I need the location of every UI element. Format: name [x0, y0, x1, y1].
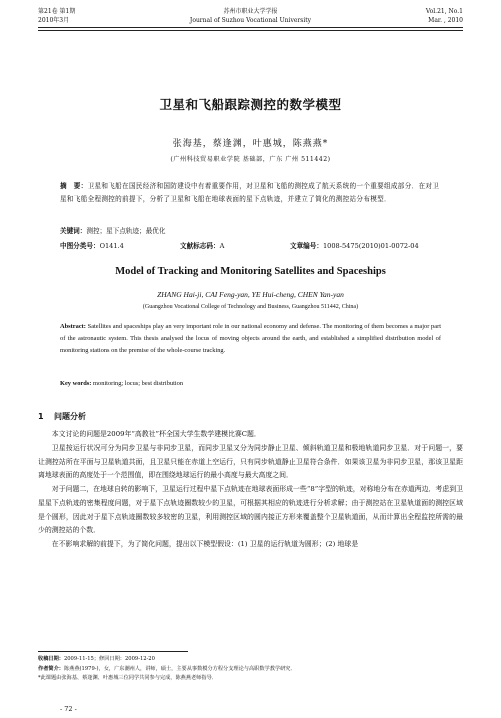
header-right	[426, 8, 463, 25]
volume-en: Vol.21, No.1	[425, 8, 463, 15]
abstract-en	[60, 321, 441, 358]
keywords-cn-label: 关键词：	[60, 227, 87, 235]
abstract-en-text: Satellites and spaceships play an very important role in our national economy and defense. The monitoring of them becomes a major part of the astronautic system. This thesis analysed the locus of moving objects around the earth, and established a simplified distribution model of monitoring stations on the premise of the whole-course tracking.	[60, 323, 441, 355]
received-label: 收稿日期：	[38, 656, 64, 662]
keywords-cn-text: 测控；星下点轨迹；最优化	[86, 227, 166, 235]
article-number-label: 文章编号：	[290, 242, 323, 250]
footnote-note: *此课题由张海基、蔡逢渊、叶惠城三位同学共同参与完成，陈燕燕老师指导．	[38, 675, 217, 681]
footnote-received	[38, 655, 463, 665]
date-en: Mar. , 2010	[428, 16, 463, 24]
authors-en: ZHANG Hai-ji, CAI Feng-yan, YE Hui-cheng, CHEN Yan-yan	[157, 290, 344, 299]
header-center	[38, 8, 463, 25]
journal-name-cn: 苏州市职业大学学报	[223, 8, 278, 15]
header-rule-thin	[38, 30, 463, 31]
affiliation-cn: (广州科技贸易职业学院 基础部，广东 广州 511442)	[170, 156, 331, 163]
date-cn: 2010年3月	[38, 16, 70, 24]
keywords-en-text: monitoring; locus; best distribution	[93, 380, 184, 387]
article-number	[290, 240, 419, 250]
volume-cn: 第21卷 第1期	[38, 8, 76, 15]
authors-cn: 张海基，蔡逢渊，叶惠城，陈燕燕*	[172, 139, 329, 149]
paragraph-4: 在不影响求解的前提下，为了简化问题，提出以下模型假设：(1) 卫星的运行轨道为圆形；(2) 地球是	[51, 539, 359, 548]
section-number: 1	[38, 412, 44, 421]
body-paragraphs	[38, 442, 463, 552]
page-number: - 72 -	[60, 705, 77, 713]
keywords-en-label: Key words:	[60, 380, 92, 387]
keywords-en	[60, 380, 441, 387]
footnote-author	[38, 665, 463, 675]
abstract-cn	[60, 180, 441, 206]
author-bio-label: 作者简介：	[38, 665, 64, 672]
footnote-rule	[38, 651, 188, 652]
running-header	[38, 8, 463, 32]
clc-value: O141.4	[99, 242, 124, 250]
doc-code-label: 文献标志码：	[180, 242, 220, 250]
author-bio-text: 陈燕燕(1979-)，女，广东潮州人，讲师，硕士，主要从事数模分方程分支理论与高职数学教学研究．	[63, 665, 296, 672]
paragraph-2: 卫星按运行状况可分为同步卫星与非同步卫星，而同步卫星又分为同步静止卫星、倾斜轨道卫星和极地轨道同步卫星．对于问题一，要让测控站所在平面与卫星轨道共面，且卫星只能在赤道上空运行，只有同步轨道静止卫星符合条件．如果该卫星为非同步卫星，那该卫星距离地球表面的高度处于一个范围值，即在围绕地球运行的最小高度与最大高度之间．	[38, 444, 463, 480]
doc-code	[180, 240, 224, 250]
keywords-cn	[60, 225, 441, 235]
abstract-en-label: Abstract:	[60, 323, 86, 330]
section-heading	[38, 411, 86, 422]
doc-code-value: A	[219, 242, 225, 250]
paragraph-3: 对于问题二，在地球自转的影响下，卫星运行过程中星下点轨迹在地球表面形成一些“8”字型的轨迹，对称地分布在赤道两边．考虑到卫星星下点轨迹的密集程度问题，对于星下点轨迹圈数较少的卫星，可根据其相应的轨迹进行分析求解；由于测控站在卫星轨道面的测控区域是个圆形，因此对于星下点轨迹圈数较多较密的卫星，利用测控区域的圆内接正方形来覆盖整个卫星轨道面，从而计算出全程监控所需的最少的测控站的个数．	[38, 485, 463, 535]
received-text: 2009-11-15；修回日期：2009-12-20	[63, 656, 155, 662]
abstract-cn-label: 摘 要：	[60, 182, 88, 190]
paper-title-en: Model of Tracking and Monitoring Satellites and Spaceships	[115, 266, 386, 277]
abstract-cn-text: 卫星和飞船在国民经济和国防建设中有着重要作用，对卫星和飞船的测控成了航天系统的一个重要组成部分．在对卫星和飞船全程测控的前提下，分析了卫星和飞船在地球表面的星下点轨迹，并建立了简化的测控站分布模型．	[60, 182, 440, 204]
journal-name-en: Journal of Suzhou Vocational University	[189, 16, 312, 24]
paragraph-text: 本文讨论的问题是2009年“高教社”杯全国大学生数学建模比赛C题．	[51, 430, 261, 438]
clc-number	[60, 240, 124, 250]
footnotes	[38, 655, 463, 684]
header-rule	[38, 27, 463, 28]
body-paragraph-1	[38, 428, 463, 442]
clc-label: 中图分类号：	[60, 242, 100, 250]
section-title: 问题分析	[54, 412, 86, 421]
article-number-value: 1008-5475(2010)01-0072-04	[322, 242, 419, 250]
paper-title-cn: 卫星和飞船跟踪测控的数学模型	[159, 97, 342, 112]
affiliation-en: (Guangzhou Vocational College of Technology and Business, Guangzhou 511442, China)	[142, 304, 359, 310]
